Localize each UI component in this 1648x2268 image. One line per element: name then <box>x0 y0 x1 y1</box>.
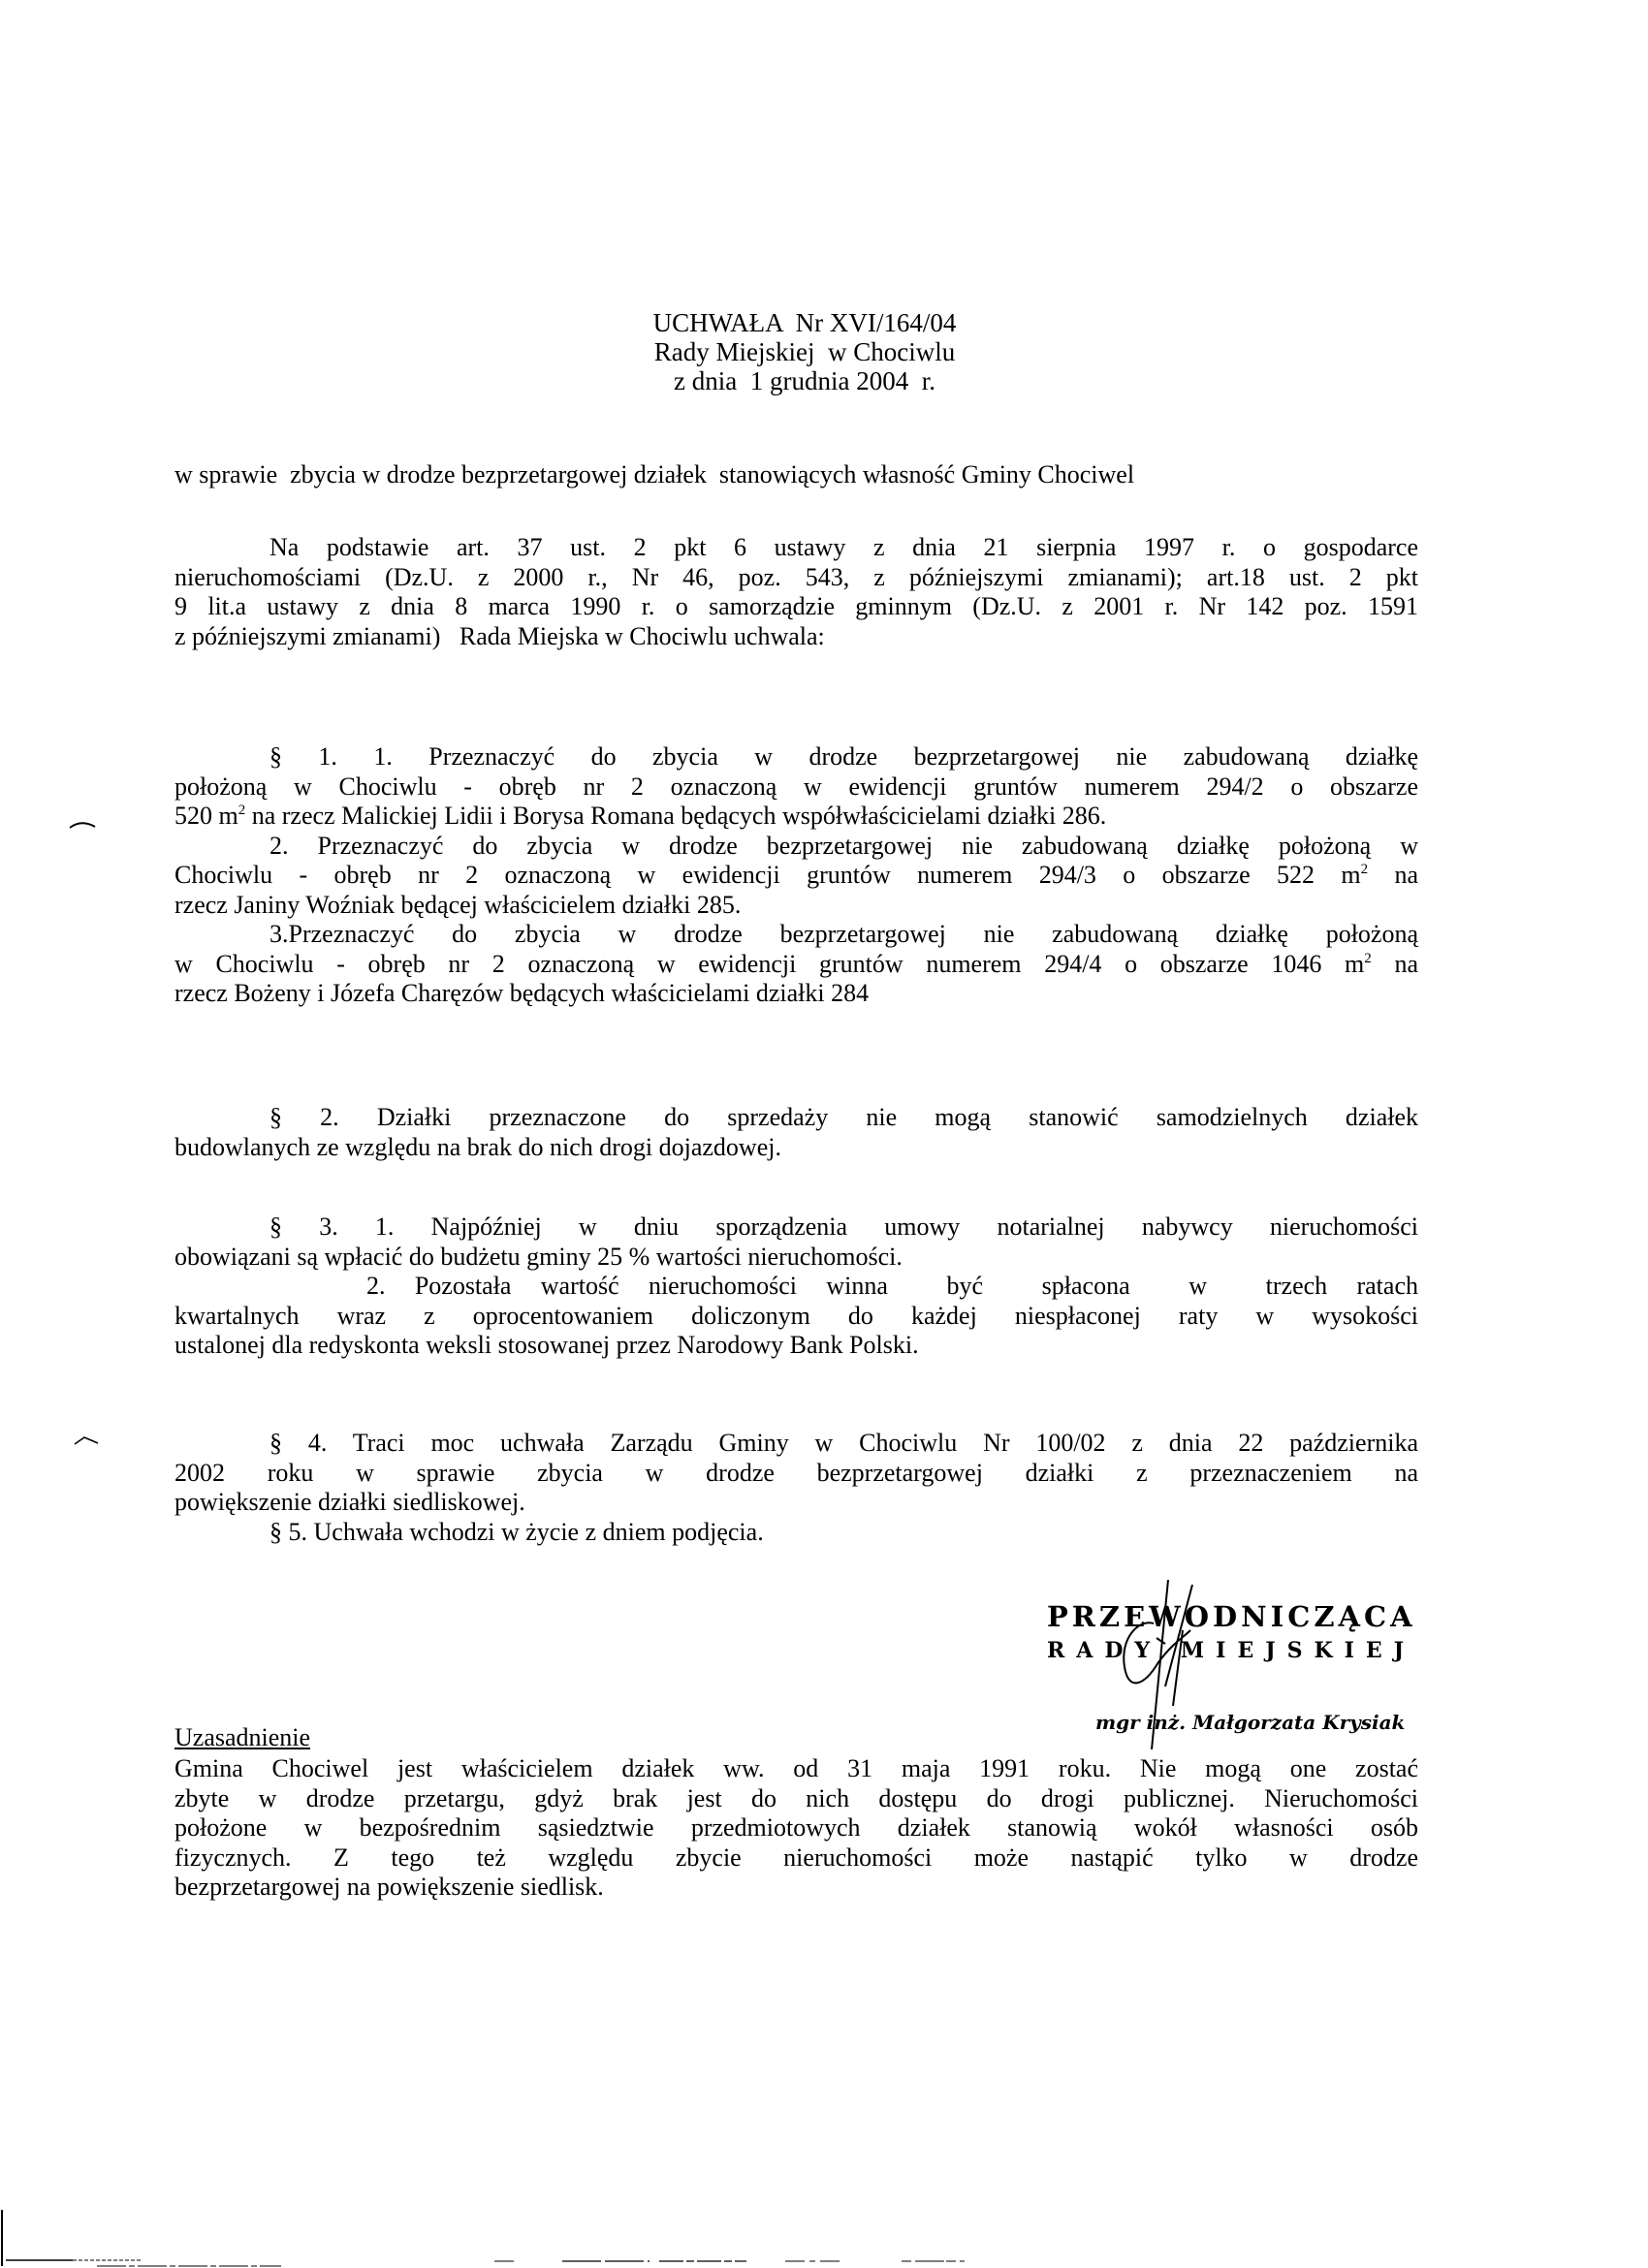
paragraph-1-item-2-line: 2. Przeznaczyć do zbycia w drodze bezprzetargowej nie zabudowaną działkę położoną w <box>269 831 1418 860</box>
resolution-date: z dnia 1 grudnia 2004 r. <box>674 366 935 395</box>
justification-line: położone w bezpośrednim sąsiedztwie przedmiotowych działek stanowią wokół własności osób <box>174 1813 1418 1842</box>
paragraph-1-item-1-line: § 1. 1. Przeznaczyć do zbycia w drodze bezprzetargowej nie zabudowaną działkę <box>269 742 1418 771</box>
paragraph-3-item-1-line: obowiązani są wpłacić do budżetu gminy 25 % wartości nieruchomości. <box>174 1242 903 1271</box>
paragraph-5 <box>174 1518 1418 1548</box>
paragraph-4-line: powiększenie działki siedliskowej. <box>174 1488 525 1516</box>
justification-line: zbyte w drodze przetargu, gdyż brak jest do nich dostępu do drogi publicznej. Nieruchomości <box>174 1783 1418 1812</box>
justification-line: bezprzetargowej na powiększenie siedlisk. <box>174 1873 604 1901</box>
paragraph-4 <box>174 1429 1418 1518</box>
paragraph-3-item-2-line: 2. Pozostała wartość nieruchomości winna być spłacona w trzech ratach <box>366 1272 1418 1300</box>
line-text: na <box>1371 949 1418 978</box>
line-text: w Chociwlu - obręb nr 2 oznaczoną w ewidencji gruntów numerem 294/4 o obszarze 1046 m <box>174 949 1365 978</box>
justification-line: fizycznych. Z tego też względu zbycie nieruchomości może nastąpić tylko w drodze <box>174 1843 1418 1872</box>
resolution-title: UCHWAŁA Nr XVI/164/04 <box>652 308 957 337</box>
area-exponent: 2 <box>1360 862 1369 877</box>
paragraph-2 <box>174 1103 1418 1162</box>
paragraph-4-line: § 4. Traci moc uchwała Zarządu Gminy w Chociwlu Nr 100/02 z dnia 22 października <box>269 1429 1418 1457</box>
signature-title-line-2: RADY MIEJSKIEJ <box>1047 1638 1416 1663</box>
preamble <box>174 533 1418 651</box>
area-exponent: 2 <box>1364 950 1372 966</box>
justification-heading: Uzasadnienie <box>174 1723 311 1751</box>
paragraph-2-line: § 2. Działki przeznaczone do sprzedaży nie mogą stanowić samodzielnych działek <box>269 1103 1418 1131</box>
paragraph-1-item-3-line: rzecz Bożeny i Józefa Charęzów będących właścicielami działki 284 <box>174 979 870 1007</box>
signature-stamp <box>1047 1599 1435 1667</box>
area-value: 520 m <box>174 802 238 830</box>
resolution-subject: w sprawie zbycia w drodze bezprzetargowej działek stanowiących własność Gminy Chociwel <box>174 460 1135 488</box>
paragraph-1-item-1-line <box>174 802 1418 832</box>
paragraph-4-line: 2002 roku w sprawie zbycia w drodze bezprzetargowej działki z przeznaczeniem na <box>174 1458 1418 1487</box>
line-text: na <box>1368 861 1418 889</box>
paragraph-1 <box>174 742 1418 1009</box>
justification-line: Gmina Chociwel jest właścicielem działek ww. od 31 maja 1991 roku. Nie mogą one zostać <box>174 1754 1418 1782</box>
area-exponent: 2 <box>238 803 246 818</box>
handwritten-signature <box>1115 1570 1231 1764</box>
line-text: na rzecz Malickiej Lidii i Borysa Romana będących współwłaścicielami działki 286. <box>245 802 1107 830</box>
signatory-name: mgr inż. Małgorzata Krysiak <box>1095 1711 1406 1734</box>
paragraph-3-item-2-line: kwartalnych wraz z oprocentowaniem doliczonym do każdej niespłaconej raty w wysokości <box>174 1301 1418 1330</box>
paragraph-3-item-1-line: § 3. 1. Najpóźniej w dniu sporządzenia umowy notarialnej nabywcy nieruchomości <box>269 1213 1418 1241</box>
resolution-header <box>562 308 1047 395</box>
paragraph-1-item-1-line: położoną w Chociwlu - obręb nr 2 oznaczoną w ewidencji gruntów numerem 294/2 o obszarze <box>174 772 1418 801</box>
preamble-line: 9 lit.a ustawy z dnia 8 marca 1990 r. o samorządzie gminnym (Dz.U. z 2001 r. Nr 142 poz. 1591 <box>174 592 1418 620</box>
justification-body <box>174 1754 1418 1903</box>
signature-title-line-1: PRZEWODNICZĄCA <box>1047 1600 1416 1633</box>
paragraph-3 <box>174 1213 1418 1361</box>
scan-edge-lines <box>0 2210 1648 2268</box>
preamble-line: nieruchomościami (Dz.U. z 2000 r., Nr 46, poz. 543, z późniejszymi zmianami); art.18 ust. 2 pkt <box>174 562 1418 591</box>
resolution-issuer: Rady Miejskiej w Chociwlu <box>653 337 956 366</box>
paragraph-2-line: budowlanych ze względu na brak do nich drogi dojazdowej. <box>174 1132 781 1161</box>
preamble-line: Na podstawie art. 37 ust. 2 pkt 6 ustawy z dnia 21 sierpnia 1997 r. o gospodarce <box>269 533 1418 561</box>
paragraph-3-item-2-line: ustalonej dla redyskonta weksli stosowanej przez Narodowy Bank Polski. <box>174 1331 919 1359</box>
paragraph-1-item-2-line <box>174 861 1418 891</box>
paragraph-1-item-2-line: rzecz Janiny Woźniak będącej właścicielem działki 285. <box>174 890 742 919</box>
margin-mark <box>73 1434 102 1446</box>
paragraph-1-item-3-line: 3.Przeznaczyć do zbycia w drodze bezprzetargowej nie zabudowaną działkę położoną <box>269 920 1418 948</box>
line-text: Chociwlu - obręb nr 2 oznaczoną w ewidencji gruntów numerem 294/3 o obszarze 522 m <box>174 861 1361 889</box>
paragraph-5-line: § 5. Uchwała wchodzi w życie z dniem podjęcia. <box>269 1518 764 1546</box>
margin-mark <box>68 819 97 831</box>
preamble-line: z późniejszymi zmianami) Rada Miejska w Chociwlu uchwala: <box>174 621 825 650</box>
paragraph-1-item-3-line <box>174 950 1418 980</box>
